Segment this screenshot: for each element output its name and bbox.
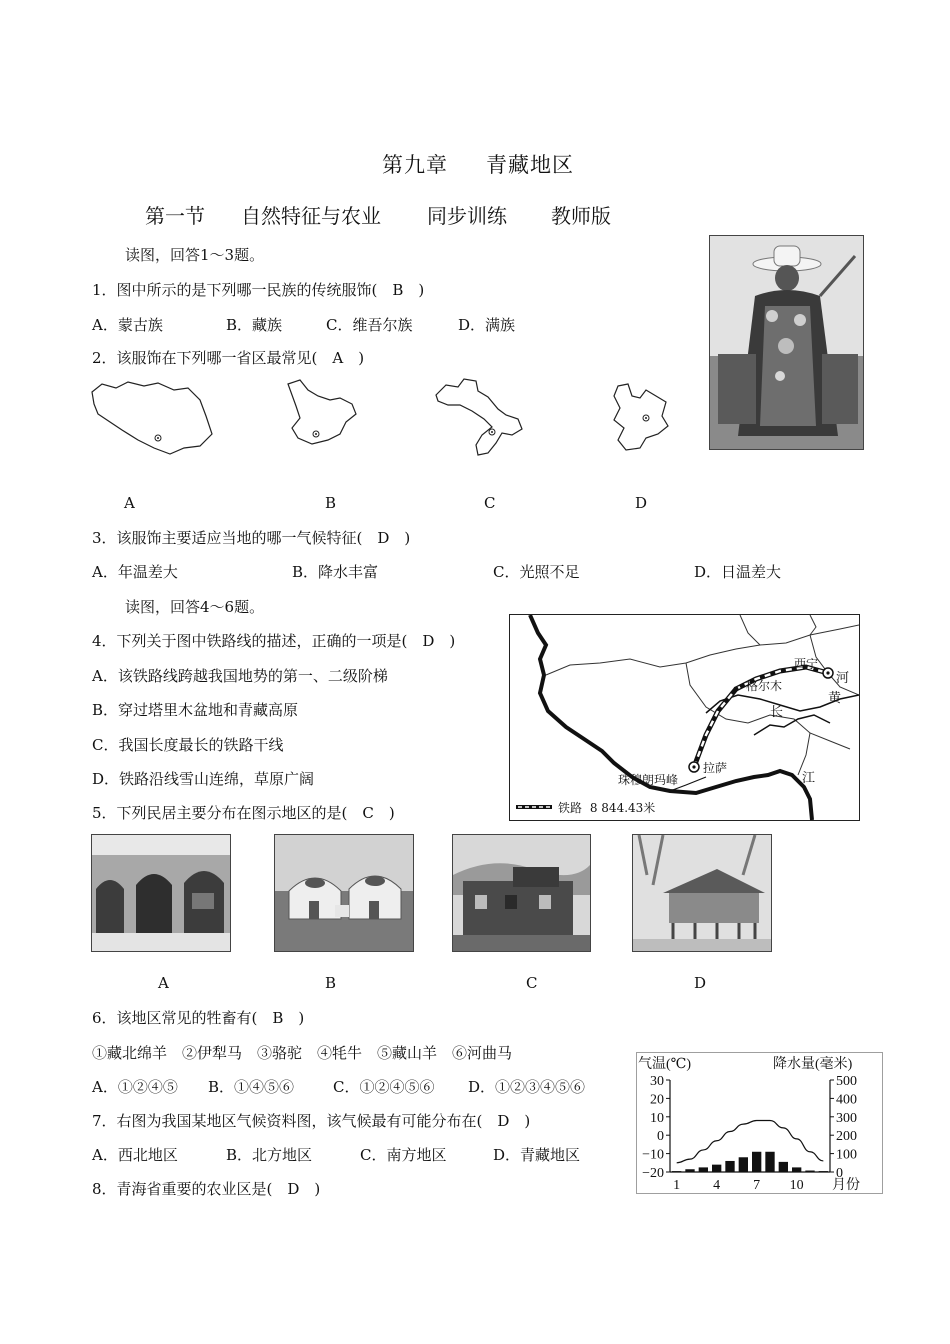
y-left-tick-label: 10 [650, 1110, 664, 1126]
q6-option-b: B．①④⑤⑥ [208, 1078, 295, 1096]
map-label-a: A [124, 494, 135, 512]
chapter-region: 青藏地区 [486, 153, 574, 177]
x-tick-label: 7 [753, 1178, 761, 1193]
label-lasa: 拉萨 [703, 761, 728, 775]
photo-stilt-house [632, 834, 772, 952]
label-chang: 长 [770, 705, 784, 720]
intro-2: 读图，回答4～6题。 [125, 598, 265, 616]
railway-map [509, 614, 860, 821]
x-tick-label: 10 [789, 1178, 804, 1193]
photo-label-a: A [158, 974, 169, 992]
precipitation-bar [765, 1152, 774, 1172]
climate-chart [636, 1052, 883, 1194]
photo-label-b: B [325, 974, 337, 992]
q6-option-d: D．①②③④⑤⑥ [468, 1078, 586, 1096]
climate-chart-svg [636, 1052, 883, 1194]
y-right-tick-label: 500 [836, 1074, 857, 1089]
q4-option-a: A．该铁路线跨越我国地势的第一、二级阶梯 [92, 667, 388, 685]
label-huang: 黄 [828, 691, 842, 706]
question-1: 1．图中所示的是下列哪一民族的传统服饰( B ) [92, 281, 425, 299]
x-tick-label: 1 [673, 1178, 681, 1193]
q4-option-c: C．我国长度最长的铁路干线 [92, 736, 284, 754]
y-right-tick-label: 200 [836, 1129, 857, 1145]
q4-option-d: D．铁路沿线雪山连绵，草原广阔 [92, 770, 315, 788]
precipitation-bar [739, 1157, 748, 1172]
precipitation-bar [725, 1161, 734, 1172]
precipitation-bar [672, 1171, 681, 1172]
question-8: 8．青海省重要的农业区是( D ) [92, 1180, 321, 1198]
q7-option-c: C．南方地区 [360, 1146, 447, 1164]
precipitation-bar [779, 1162, 788, 1172]
q3-option-b: B．降水丰富 [292, 563, 379, 581]
q6-livestock-items: ①藏北绵羊 ②伊犁马 ③骆驼 ④牦牛 ⑤藏山羊 ⑥河曲马 [92, 1044, 513, 1062]
photo-label-c: C [526, 974, 538, 992]
y-left-tick-label: −20 [642, 1166, 664, 1181]
x-tick-label: 4 [713, 1178, 721, 1193]
section-title [145, 206, 611, 226]
q7-option-a: A．西北地区 [92, 1146, 178, 1164]
temperature-line [677, 1120, 824, 1162]
q1-option-a: A．蒙古族 [92, 316, 163, 334]
q7-option-d: D．青藏地区 [493, 1146, 581, 1164]
label-zhumulangma: 珠穆朗玛峰 [618, 773, 679, 787]
q1-option-d: D．满族 [458, 316, 516, 334]
map-label-d: D [635, 494, 648, 512]
y-right-tick-label: 100 [836, 1147, 857, 1163]
photo-yurt [274, 834, 414, 952]
y-left-axis-title: 气温(℃) [638, 1057, 691, 1072]
chapter-number: 第九章 [382, 153, 448, 177]
section-topic: 自然特征与农业 [241, 204, 381, 228]
precipitation-bar [792, 1167, 801, 1172]
precipitation-bar [819, 1171, 828, 1172]
photo-cave-dwelling [91, 834, 231, 952]
question-7: 7．右图为我国某地区气候资料图，该气候最有可能分布在( D ) [92, 1112, 531, 1130]
photo-tibetan-blockhouse [452, 834, 591, 952]
y-left-tick-label: 0 [657, 1129, 664, 1145]
q7-option-b: B．北方地区 [226, 1146, 313, 1164]
label-xining: 西宁 [794, 657, 819, 671]
legend-railway-label: 铁路 [558, 801, 583, 815]
province-map-tibet [88, 378, 218, 458]
label-geermu: 格尔木 [746, 679, 783, 693]
province-map-yunnan [606, 382, 676, 454]
y-right-axis-title: 降水量(毫米) [773, 1057, 853, 1072]
q6-option-c: C．①②④⑤⑥ [333, 1078, 435, 1096]
precipitation-bar [805, 1171, 814, 1172]
q3-option-c: C．光照不足 [493, 563, 580, 581]
intro-1: 读图，回答1～3题。 [125, 246, 265, 264]
legend-elevation: 8 844.43米 [589, 801, 656, 815]
legend-railway [558, 799, 655, 816]
q3-option-d: D．日温差大 [694, 563, 782, 581]
precipitation-bar [712, 1165, 721, 1172]
label-jiang: 江 [802, 771, 816, 786]
y-left-tick-label: −10 [642, 1147, 664, 1163]
tibetan-costume-photo [709, 235, 864, 450]
q3-option-a: A．年温差大 [92, 563, 178, 581]
y-right-tick-label: 0 [836, 1166, 843, 1181]
province-map-heilongjiang [282, 378, 362, 448]
label-he: 河 [836, 671, 850, 686]
section-edition: 教师版 [551, 204, 611, 228]
map-label-b: B [325, 494, 337, 512]
precipitation-bar [685, 1169, 694, 1172]
precipitation-bar [699, 1167, 708, 1172]
y-left-tick-label: 30 [650, 1074, 664, 1089]
question-2: 2．该服饰在下列哪一省区最常见( A ) [92, 349, 365, 367]
photo-label-d: D [694, 974, 707, 992]
province-map-gansu [432, 375, 532, 460]
precipitation-bar [752, 1152, 761, 1172]
q1-option-b: B．藏族 [226, 316, 283, 334]
map-label-c: C [484, 494, 496, 512]
y-right-tick-label: 400 [836, 1092, 857, 1108]
q1-option-c: C．维吾尔族 [326, 316, 413, 334]
y-right-tick-label: 300 [836, 1110, 857, 1126]
y-left-tick-label: 20 [650, 1092, 664, 1108]
question-4: 4．下列关于图中铁路线的描述，正确的一项是( D ) [92, 632, 456, 650]
q6-option-a: A．①②④⑤ [92, 1078, 178, 1096]
question-6: 6．该地区常见的牲畜有( B ) [92, 1009, 305, 1027]
q4-option-b: B．穿过塔里木盆地和青藏高原 [92, 701, 299, 719]
question-5: 5．下列民居主要分布在图示地区的是( C ) [92, 804, 395, 822]
chapter-title [382, 155, 574, 175]
section-practice: 同步训练 [427, 204, 507, 228]
question-3: 3．该服饰主要适应当地的哪一气候特征( D ) [92, 529, 411, 547]
x-axis-title: 月份 [832, 1178, 860, 1193]
section-number: 第一节 [145, 204, 205, 228]
